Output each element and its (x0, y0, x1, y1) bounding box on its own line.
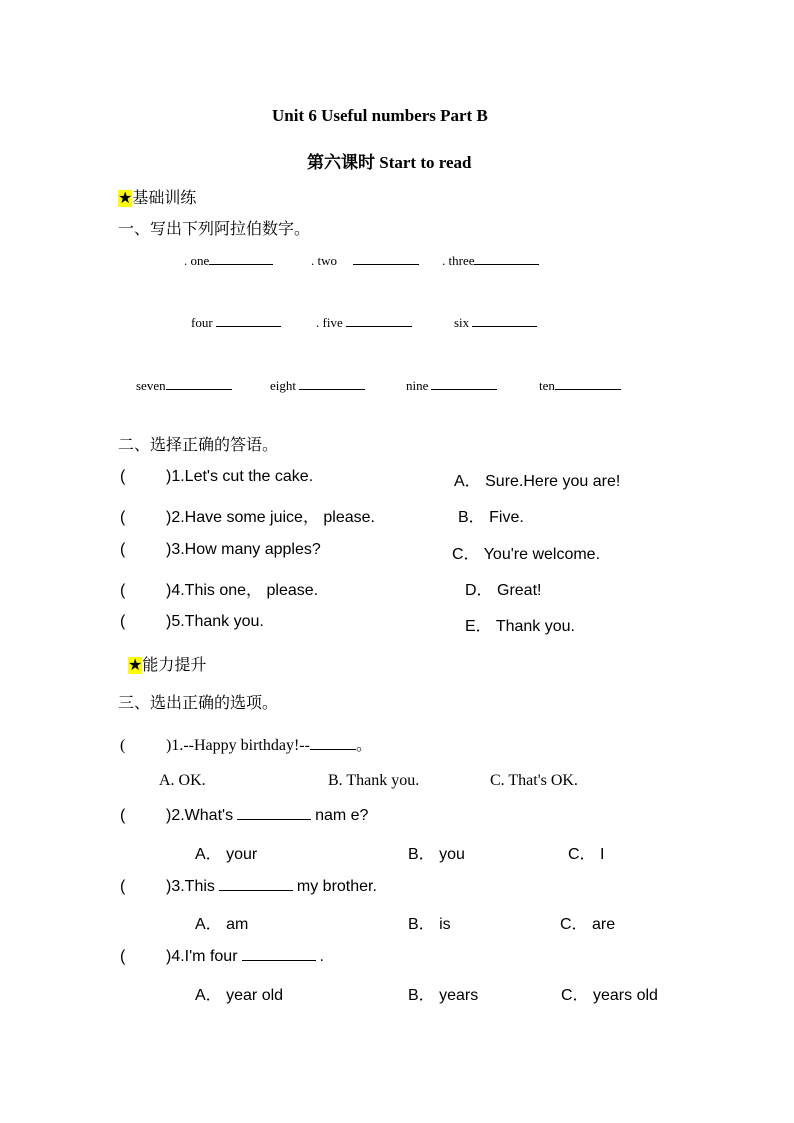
question-text: )2.What's (166, 807, 234, 824)
answer-blank[interactable] (474, 251, 539, 265)
choice-option: A. OK. (159, 772, 206, 789)
section-basic-label (118, 185, 196, 208)
number-word-item (184, 251, 273, 269)
choice-option: A． your (195, 846, 258, 863)
section-three-heading: 三、选出正确的选项。 (118, 695, 279, 712)
number-word-item (406, 376, 497, 394)
answer-option: A． Sure.Here you are! (454, 473, 621, 490)
page-title: Unit 6 Useful numbers Part B (272, 106, 488, 125)
answer-blank[interactable] (166, 376, 232, 390)
question-text-end: 。 (355, 737, 372, 754)
choice-option: C． are (560, 916, 616, 933)
answer-paren[interactable]: ( (120, 541, 126, 558)
number-word: eight (270, 378, 296, 393)
number-word: ten (539, 378, 555, 393)
answer-blank[interactable] (310, 735, 356, 750)
answer-blank[interactable] (346, 313, 412, 327)
answer-paren[interactable]: ( (120, 509, 126, 526)
section-basic-text: 基础训练 (132, 190, 197, 207)
choice-question (120, 946, 324, 966)
answer-option: D． Great! (465, 582, 542, 599)
answer-blank[interactable] (555, 376, 621, 390)
question-text-end: nam e? (315, 807, 369, 824)
answer-paren[interactable]: ( (120, 613, 126, 630)
question-text: )3.How many apples? (166, 541, 321, 558)
section-ability-text: 能力提升 (142, 657, 207, 674)
matching-question (120, 541, 321, 559)
answer-blank[interactable] (219, 876, 293, 891)
question-text-end: my brother. (296, 878, 377, 895)
section-one-heading: 一、写出下列阿拉伯数字。 (118, 221, 311, 238)
answer-option: E． Thank you. (465, 618, 575, 635)
number-word-item (316, 313, 412, 331)
number-word-item (136, 376, 232, 394)
answer-blank[interactable] (299, 376, 365, 390)
choice-option: C． years old (561, 987, 658, 1004)
matching-question (120, 504, 375, 527)
answer-blank[interactable] (353, 251, 419, 265)
question-text: )1.--Happy birthday!-- (166, 737, 310, 754)
choice-option: B． you (408, 846, 465, 863)
answer-blank[interactable] (209, 251, 273, 265)
matching-question (120, 613, 264, 631)
number-word: . three (442, 253, 475, 268)
choice-question (120, 805, 368, 825)
choice-option: B． is (408, 916, 451, 933)
star-icon: ★ (128, 657, 143, 674)
number-word: seven (136, 378, 166, 393)
answer-blank[interactable] (237, 805, 311, 820)
matching-question (120, 468, 313, 486)
number-word: four (191, 315, 213, 330)
choice-option: B． years (408, 987, 479, 1004)
number-word: nine (406, 378, 429, 393)
answer-paren[interactable]: ( (120, 807, 126, 824)
number-word-item (442, 251, 539, 269)
answer-blank[interactable] (242, 946, 316, 961)
question-text: )5.Thank you. (166, 613, 264, 630)
choice-option: A． am (195, 916, 249, 933)
choice-question (120, 732, 372, 755)
answer-paren[interactable]: ( (120, 737, 126, 754)
question-text: )3.This (166, 878, 215, 895)
choice-option: C. That's OK. (490, 772, 578, 789)
section-ability-label (128, 652, 206, 675)
answer-blank[interactable] (216, 313, 281, 327)
answer-blank[interactable] (431, 376, 497, 390)
section-two-heading: 二、选择正确的答语。 (118, 437, 279, 454)
question-text: )4.I'm four (166, 948, 238, 965)
number-word-item (311, 251, 419, 269)
answer-paren[interactable]: ( (120, 468, 126, 485)
number-word: six (454, 315, 470, 330)
choice-question (120, 876, 377, 896)
number-word: . one (184, 253, 210, 268)
star-icon: ★ (118, 190, 133, 207)
number-word: . two (311, 253, 337, 268)
question-text-end: . (319, 948, 324, 965)
question-text: )4.This one， please. (166, 582, 319, 599)
number-word: . five (316, 315, 343, 330)
question-text: )2.Have some juice， please. (166, 509, 375, 526)
number-word-item (191, 313, 281, 331)
number-word-item (454, 313, 537, 331)
question-text: )1.Let's cut the cake. (166, 468, 314, 485)
choice-option: A． year old (195, 987, 284, 1004)
answer-paren[interactable]: ( (120, 582, 126, 599)
answer-option: C． You're welcome. (452, 546, 601, 563)
page-subtitle: 第六课时 Start to read (307, 153, 472, 172)
number-word-item (270, 376, 365, 394)
choice-option: B. Thank you. (328, 772, 420, 789)
answer-paren[interactable]: ( (120, 948, 126, 965)
number-word-item (539, 376, 621, 394)
answer-blank[interactable] (472, 313, 537, 327)
matching-question (120, 577, 318, 600)
answer-paren[interactable]: ( (120, 878, 126, 895)
answer-option: B． Five. (458, 509, 524, 526)
choice-option: C． I (568, 846, 605, 863)
